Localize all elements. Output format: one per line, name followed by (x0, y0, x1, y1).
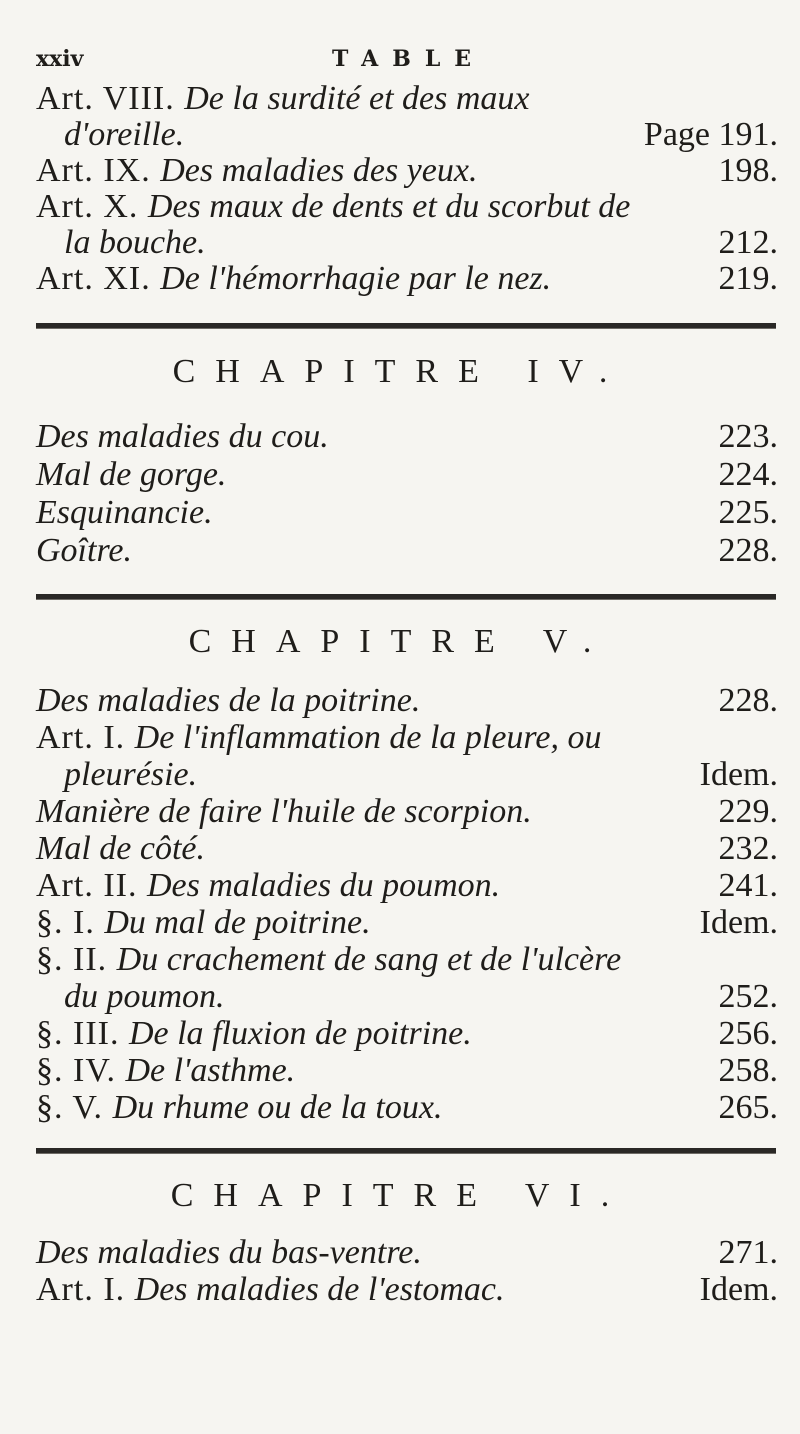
entry-text: De l'hémorrhagie par le nez. (160, 260, 552, 297)
entry-text: Des maladies de l'estomac. (134, 1271, 505, 1308)
entry-text: du poumon. (64, 978, 225, 1015)
entry-text: De l'asthme. (125, 1052, 296, 1089)
entry-label: Art. VIII. (36, 80, 185, 117)
entry-page: 198. (718, 152, 778, 189)
entry-page: 256. (718, 1015, 778, 1052)
entry-text: Des maladies du poumon. (146, 867, 501, 904)
entry-text: la bouche. (64, 224, 206, 261)
toc-entry (64, 116, 778, 154)
toc-entry (64, 978, 778, 1016)
entry-text: Goître. (36, 532, 133, 569)
entry-page: 224. (718, 456, 778, 493)
toc-entry (36, 1089, 778, 1127)
entry-page: Idem. (699, 904, 778, 941)
entry-page: 229. (718, 793, 778, 830)
entry-page: 228. (718, 682, 778, 719)
entry-text: d'oreille. (64, 116, 185, 153)
toc-entry (64, 224, 778, 262)
entry-page: 252. (718, 978, 778, 1015)
entry-label: Art. II. (36, 867, 147, 904)
entry-page: Idem. (699, 756, 778, 793)
entry-text: Des maladies de la poitrine. (36, 682, 421, 719)
toc-entry (36, 830, 778, 868)
entry-label: §. V. (36, 1089, 113, 1126)
entry-page: 271. (718, 1234, 778, 1271)
toc-entry (36, 260, 778, 298)
toc-entry (36, 418, 778, 456)
entry-text: Manière de faire l'huile de scorpion. (36, 793, 532, 830)
toc-entry (36, 456, 778, 494)
entry-text: Mal de côté. (36, 830, 205, 867)
toc-entry (36, 941, 778, 979)
toc-entry (36, 793, 778, 831)
toc-entry (36, 1234, 778, 1272)
toc-entry (36, 1052, 778, 1090)
entry-text: De l'inflammation de la pleure, ou (134, 719, 602, 756)
entry-page: 212. (718, 224, 778, 261)
running-header (36, 46, 776, 76)
section-rule (36, 594, 776, 600)
entry-text: Esquinancie. (36, 494, 213, 531)
toc-entry (36, 904, 778, 942)
toc-entry (36, 188, 778, 226)
entry-text: Du mal de poitrine. (104, 904, 371, 941)
entry-label: Art. IX. (36, 152, 161, 189)
entry-page: 228. (718, 532, 778, 569)
entry-text: pleurésie. (64, 756, 198, 793)
toc-entry (36, 494, 778, 532)
entry-page: 258. (718, 1052, 778, 1089)
entry-page: Page 191. (643, 116, 778, 153)
toc-entry (36, 80, 778, 118)
entry-text: Des maladies du bas-ventre. (36, 1234, 422, 1271)
entry-page: 241. (718, 867, 778, 904)
chapter-heading: CHAPITRE IV. (172, 353, 628, 390)
entry-page: 225. (718, 494, 778, 531)
entry-text: Du rhume ou de la toux. (112, 1089, 443, 1126)
entry-text: De la surdité et des maux (184, 80, 530, 117)
entry-text: Des maladies des yeux. (160, 152, 478, 189)
chapter-heading: CHAPITRE VI. (170, 1177, 630, 1214)
section-rule (36, 323, 776, 329)
toc-entry (36, 152, 778, 190)
entry-text: Des maux de dents et du scorbut de (147, 188, 631, 225)
toc-entry (36, 1015, 778, 1053)
entry-label: Art. I. (36, 1271, 135, 1308)
entry-label: §. III. (36, 1015, 129, 1052)
entry-label: Art. X. (36, 188, 148, 225)
entry-page: 219. (718, 260, 778, 297)
page-number: xxiv (36, 46, 84, 72)
entry-page: 232. (718, 830, 778, 867)
toc-entry (36, 867, 778, 905)
toc-entry (64, 756, 778, 794)
entry-label: Art. I. (36, 719, 135, 756)
entry-page: 265. (718, 1089, 778, 1126)
toc-entry (36, 532, 778, 570)
toc-entry (36, 682, 778, 720)
entry-text: Mal de gorge. (36, 456, 227, 493)
entry-label: Art. XI. (36, 260, 161, 297)
toc-entry (36, 1271, 778, 1309)
entry-text: De la fluxion de poitrine. (128, 1015, 472, 1052)
entry-label: §. I. (36, 904, 105, 941)
entry-page: Idem. (699, 1271, 778, 1308)
entry-label: §. IV. (36, 1052, 126, 1089)
entry-page: 223. (718, 418, 778, 455)
section-rule (36, 1148, 776, 1154)
entry-label: §. II. (36, 941, 117, 978)
toc-entry (36, 719, 778, 757)
entry-text: Des maladies du cou. (36, 418, 329, 455)
running-title: TABLE (332, 46, 486, 72)
chapter-heading: CHAPITRE V. (188, 623, 612, 660)
entry-text: Du crachement de sang et de l'ulcère (116, 941, 622, 978)
